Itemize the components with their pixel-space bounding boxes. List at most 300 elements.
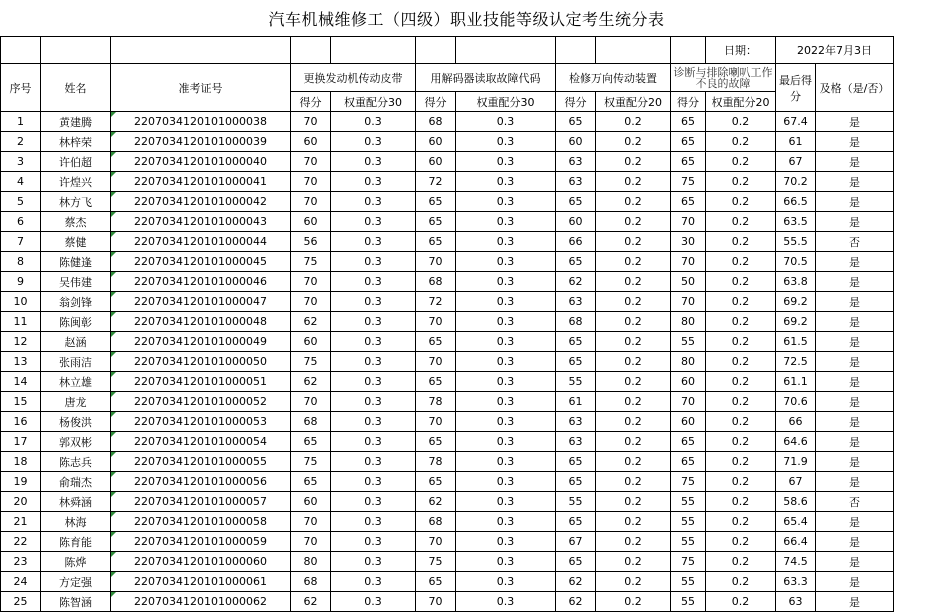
final-score[interactable]: 71.9 [776, 452, 816, 472]
student-name[interactable]: 吴伟建 [41, 272, 111, 292]
weight-task-3[interactable]: 0.2 [596, 432, 671, 452]
student-name[interactable]: 林立雄 [41, 372, 111, 392]
exam-number[interactable]: 2207034120101000045 [111, 252, 291, 272]
row-index[interactable]: 22 [1, 532, 41, 552]
score-task-4[interactable]: 75 [671, 172, 706, 192]
final-score[interactable]: 67 [776, 472, 816, 492]
row-index[interactable]: 2 [1, 132, 41, 152]
score-task-4[interactable]: 75 [671, 552, 706, 572]
weight-task-1[interactable]: 0.3 [331, 172, 416, 192]
weight-task-2[interactable]: 0.3 [456, 252, 556, 272]
score-task-4[interactable]: 70 [671, 392, 706, 412]
score-task-4[interactable]: 65 [671, 432, 706, 452]
row-index[interactable]: 7 [1, 232, 41, 252]
score-task-3[interactable]: 68 [556, 312, 596, 332]
student-name[interactable]: 郭双彬 [41, 432, 111, 452]
score-task-1[interactable]: 60 [291, 132, 331, 152]
weight-task-4[interactable]: 0.2 [706, 192, 776, 212]
score-task-3[interactable]: 65 [556, 252, 596, 272]
pass-status[interactable]: 是 [816, 292, 894, 312]
weight-task-1[interactable]: 0.3 [331, 372, 416, 392]
final-score[interactable]: 70.2 [776, 172, 816, 192]
weight-task-3[interactable]: 0.2 [596, 352, 671, 372]
pass-status[interactable]: 是 [816, 332, 894, 352]
row-index[interactable]: 15 [1, 392, 41, 412]
final-score[interactable]: 72.5 [776, 352, 816, 372]
exam-number[interactable]: 2207034120101000046 [111, 272, 291, 292]
row-index[interactable]: 14 [1, 372, 41, 392]
weight-task-2[interactable]: 0.3 [456, 272, 556, 292]
weight-task-1[interactable]: 0.3 [331, 592, 416, 612]
weight-task-3[interactable]: 0.2 [596, 592, 671, 612]
exam-number[interactable]: 2207034120101000050 [111, 352, 291, 372]
row-index[interactable]: 8 [1, 252, 41, 272]
weight-task-4[interactable]: 0.2 [706, 392, 776, 412]
row-index[interactable]: 18 [1, 452, 41, 472]
exam-number[interactable]: 2207034120101000038 [111, 112, 291, 132]
weight-task-4[interactable]: 0.2 [706, 252, 776, 272]
pass-status[interactable]: 是 [816, 312, 894, 332]
final-score[interactable]: 61 [776, 132, 816, 152]
pass-status[interactable]: 是 [816, 572, 894, 592]
weight-task-3[interactable]: 0.2 [596, 192, 671, 212]
weight-task-4[interactable]: 0.2 [706, 552, 776, 572]
weight-task-3[interactable]: 0.2 [596, 552, 671, 572]
score-task-3[interactable]: 62 [556, 272, 596, 292]
final-score[interactable]: 63.5 [776, 212, 816, 232]
score-task-3[interactable]: 63 [556, 412, 596, 432]
weight-task-4[interactable]: 0.2 [706, 492, 776, 512]
score-task-3[interactable]: 65 [556, 352, 596, 372]
score-task-4[interactable]: 30 [671, 232, 706, 252]
weight-task-3[interactable]: 0.2 [596, 132, 671, 152]
score-task-3[interactable]: 63 [556, 432, 596, 452]
score-task-2[interactable]: 65 [416, 192, 456, 212]
student-name[interactable]: 张雨洁 [41, 352, 111, 372]
weight-task-3[interactable]: 0.2 [596, 292, 671, 312]
final-score[interactable]: 74.5 [776, 552, 816, 572]
weight-task-4[interactable]: 0.2 [706, 292, 776, 312]
final-score[interactable]: 66.5 [776, 192, 816, 212]
student-name[interactable]: 陈烨 [41, 552, 111, 572]
score-task-1[interactable]: 62 [291, 372, 331, 392]
weight-task-2[interactable]: 0.3 [456, 132, 556, 152]
pass-status[interactable]: 是 [816, 172, 894, 192]
pass-status[interactable]: 是 [816, 272, 894, 292]
score-task-1[interactable]: 70 [291, 532, 331, 552]
header-score[interactable]: 得分 [416, 92, 456, 112]
final-score[interactable]: 66 [776, 412, 816, 432]
student-name[interactable]: 许伯超 [41, 152, 111, 172]
student-name[interactable]: 许煌兴 [41, 172, 111, 192]
weight-task-2[interactable]: 0.3 [456, 232, 556, 252]
score-task-1[interactable]: 70 [291, 112, 331, 132]
header-exam-no[interactable]: 准考证号 [111, 64, 291, 112]
student-name[interactable]: 陈志兵 [41, 452, 111, 472]
score-task-1[interactable]: 75 [291, 252, 331, 272]
pass-status[interactable]: 是 [816, 112, 894, 132]
weight-task-1[interactable]: 0.3 [331, 552, 416, 572]
weight-task-3[interactable]: 0.2 [596, 212, 671, 232]
student-name[interactable]: 陈育能 [41, 532, 111, 552]
exam-number[interactable]: 2207034120101000051 [111, 372, 291, 392]
row-index[interactable]: 9 [1, 272, 41, 292]
student-name[interactable]: 林海 [41, 512, 111, 532]
exam-number[interactable]: 2207034120101000043 [111, 212, 291, 232]
row-index[interactable]: 24 [1, 572, 41, 592]
final-score[interactable]: 61.5 [776, 332, 816, 352]
weight-task-3[interactable]: 0.2 [596, 172, 671, 192]
exam-number[interactable]: 2207034120101000041 [111, 172, 291, 192]
score-task-1[interactable]: 68 [291, 412, 331, 432]
score-task-1[interactable]: 80 [291, 552, 331, 572]
header-task-1[interactable]: 更换发动机传动皮带 [291, 64, 416, 92]
final-score[interactable]: 69.2 [776, 312, 816, 332]
weight-task-3[interactable]: 0.2 [596, 112, 671, 132]
exam-number[interactable]: 2207034120101000049 [111, 332, 291, 352]
score-task-1[interactable]: 68 [291, 572, 331, 592]
exam-number[interactable]: 2207034120101000060 [111, 552, 291, 572]
header-weight[interactable]: 权重配分30 [331, 92, 416, 112]
score-task-2[interactable]: 60 [416, 152, 456, 172]
header-weight[interactable]: 权重配分20 [706, 92, 776, 112]
weight-task-1[interactable]: 0.3 [331, 452, 416, 472]
weight-task-1[interactable]: 0.3 [331, 432, 416, 452]
score-task-1[interactable]: 70 [291, 272, 331, 292]
cell[interactable] [291, 37, 331, 64]
header-score[interactable]: 得分 [291, 92, 331, 112]
score-task-4[interactable]: 70 [671, 252, 706, 272]
weight-task-1[interactable]: 0.3 [331, 472, 416, 492]
score-task-2[interactable]: 72 [416, 172, 456, 192]
row-index[interactable]: 13 [1, 352, 41, 372]
score-task-3[interactable]: 60 [556, 132, 596, 152]
score-task-4[interactable]: 65 [671, 112, 706, 132]
score-task-4[interactable]: 55 [671, 532, 706, 552]
weight-task-1[interactable]: 0.3 [331, 572, 416, 592]
header-score[interactable]: 得分 [556, 92, 596, 112]
score-task-3[interactable]: 67 [556, 532, 596, 552]
student-name[interactable]: 陈闽彰 [41, 312, 111, 332]
row-index[interactable]: 20 [1, 492, 41, 512]
score-task-2[interactable]: 68 [416, 512, 456, 532]
cell[interactable] [416, 37, 456, 64]
student-name[interactable]: 唐龙 [41, 392, 111, 412]
student-name[interactable]: 蔡杰 [41, 212, 111, 232]
score-task-1[interactable]: 70 [291, 392, 331, 412]
pass-status[interactable]: 是 [816, 352, 894, 372]
final-score[interactable]: 65.4 [776, 512, 816, 532]
student-name[interactable]: 陈智涵 [41, 592, 111, 612]
weight-task-4[interactable]: 0.2 [706, 592, 776, 612]
weight-task-2[interactable]: 0.3 [456, 332, 556, 352]
header-task-3[interactable]: 检修万向传动装置 [556, 64, 671, 92]
weight-task-2[interactable]: 0.3 [456, 432, 556, 452]
score-task-1[interactable]: 75 [291, 352, 331, 372]
score-task-1[interactable]: 65 [291, 472, 331, 492]
row-index[interactable]: 3 [1, 152, 41, 172]
row-index[interactable]: 19 [1, 472, 41, 492]
pass-status[interactable]: 是 [816, 532, 894, 552]
exam-number[interactable]: 2207034120101000047 [111, 292, 291, 312]
score-task-3[interactable]: 65 [556, 472, 596, 492]
cell[interactable] [456, 37, 556, 64]
weight-task-2[interactable]: 0.3 [456, 472, 556, 492]
student-name[interactable]: 赵涵 [41, 332, 111, 352]
weight-task-3[interactable]: 0.2 [596, 312, 671, 332]
row-index[interactable]: 4 [1, 172, 41, 192]
cell[interactable] [671, 37, 706, 64]
weight-task-1[interactable]: 0.3 [331, 272, 416, 292]
score-task-1[interactable]: 56 [291, 232, 331, 252]
header-task-4[interactable]: 诊断与排除喇叭工作不良的故障 [671, 64, 776, 92]
row-index[interactable]: 1 [1, 112, 41, 132]
score-task-3[interactable]: 63 [556, 152, 596, 172]
score-task-2[interactable]: 65 [416, 372, 456, 392]
score-task-3[interactable]: 65 [556, 512, 596, 532]
weight-task-1[interactable]: 0.3 [331, 212, 416, 232]
score-task-4[interactable]: 55 [671, 332, 706, 352]
weight-task-1[interactable]: 0.3 [331, 152, 416, 172]
pass-status[interactable]: 是 [816, 392, 894, 412]
header-score[interactable]: 得分 [671, 92, 706, 112]
score-task-2[interactable]: 70 [416, 532, 456, 552]
pass-status[interactable]: 是 [816, 252, 894, 272]
weight-task-4[interactable]: 0.2 [706, 132, 776, 152]
score-task-3[interactable]: 61 [556, 392, 596, 412]
weight-task-2[interactable]: 0.3 [456, 172, 556, 192]
final-score[interactable]: 58.6 [776, 492, 816, 512]
weight-task-2[interactable]: 0.3 [456, 292, 556, 312]
weight-task-2[interactable]: 0.3 [456, 312, 556, 332]
pass-status[interactable]: 否 [816, 232, 894, 252]
student-name[interactable]: 俞瑞杰 [41, 472, 111, 492]
pass-status[interactable]: 否 [816, 492, 894, 512]
weight-task-1[interactable]: 0.3 [331, 492, 416, 512]
score-task-4[interactable]: 60 [671, 372, 706, 392]
row-index[interactable]: 10 [1, 292, 41, 312]
score-task-2[interactable]: 65 [416, 212, 456, 232]
weight-task-1[interactable]: 0.3 [331, 112, 416, 132]
score-task-4[interactable]: 65 [671, 192, 706, 212]
weight-task-3[interactable]: 0.2 [596, 232, 671, 252]
weight-task-3[interactable]: 0.2 [596, 332, 671, 352]
student-name[interactable]: 林方飞 [41, 192, 111, 212]
weight-task-3[interactable]: 0.2 [596, 532, 671, 552]
score-task-2[interactable]: 78 [416, 392, 456, 412]
exam-number[interactable]: 2207034120101000048 [111, 312, 291, 332]
weight-task-1[interactable]: 0.3 [331, 512, 416, 532]
score-task-2[interactable]: 65 [416, 332, 456, 352]
score-task-3[interactable]: 65 [556, 552, 596, 572]
pass-status[interactable]: 是 [816, 512, 894, 532]
header-seq[interactable]: 序号 [1, 64, 41, 112]
score-task-2[interactable]: 65 [416, 432, 456, 452]
cell[interactable] [556, 37, 596, 64]
row-index[interactable]: 16 [1, 412, 41, 432]
weight-task-4[interactable]: 0.2 [706, 232, 776, 252]
pass-status[interactable]: 是 [816, 552, 894, 572]
score-task-1[interactable]: 70 [291, 172, 331, 192]
pass-status[interactable]: 是 [816, 592, 894, 612]
exam-number[interactable]: 2207034120101000056 [111, 472, 291, 492]
score-task-4[interactable]: 60 [671, 412, 706, 432]
weight-task-1[interactable]: 0.3 [331, 352, 416, 372]
score-task-4[interactable]: 70 [671, 212, 706, 232]
final-score[interactable]: 63 [776, 592, 816, 612]
weight-task-1[interactable]: 0.3 [331, 412, 416, 432]
weight-task-2[interactable]: 0.3 [456, 572, 556, 592]
date-value[interactable]: 2022年7月3日 [776, 37, 894, 64]
score-task-4[interactable]: 55 [671, 592, 706, 612]
weight-task-3[interactable]: 0.2 [596, 472, 671, 492]
student-name[interactable]: 陈健逢 [41, 252, 111, 272]
exam-number[interactable]: 2207034120101000040 [111, 152, 291, 172]
final-score[interactable]: 63.3 [776, 572, 816, 592]
row-index[interactable]: 23 [1, 552, 41, 572]
final-score[interactable]: 64.6 [776, 432, 816, 452]
weight-task-2[interactable]: 0.3 [456, 512, 556, 532]
row-index[interactable]: 6 [1, 212, 41, 232]
score-task-2[interactable]: 75 [416, 552, 456, 572]
score-task-4[interactable]: 65 [671, 452, 706, 472]
score-task-2[interactable]: 70 [416, 592, 456, 612]
pass-status[interactable]: 是 [816, 192, 894, 212]
weight-task-1[interactable]: 0.3 [331, 532, 416, 552]
row-index[interactable]: 12 [1, 332, 41, 352]
pass-status[interactable]: 是 [816, 412, 894, 432]
date-label[interactable]: 日期： [706, 37, 776, 64]
cell[interactable] [1, 37, 41, 64]
final-score[interactable]: 66.4 [776, 532, 816, 552]
row-index[interactable]: 5 [1, 192, 41, 212]
header-task-2[interactable]: 用解码器读取故障代码 [416, 64, 556, 92]
exam-number[interactable]: 2207034120101000039 [111, 132, 291, 152]
score-task-4[interactable]: 75 [671, 472, 706, 492]
exam-number[interactable]: 2207034120101000055 [111, 452, 291, 472]
pass-status[interactable]: 是 [816, 132, 894, 152]
score-task-3[interactable]: 65 [556, 112, 596, 132]
score-task-1[interactable]: 70 [291, 512, 331, 532]
exam-number[interactable]: 2207034120101000054 [111, 432, 291, 452]
score-task-3[interactable]: 63 [556, 172, 596, 192]
score-task-1[interactable]: 62 [291, 312, 331, 332]
row-index[interactable]: 11 [1, 312, 41, 332]
score-task-3[interactable]: 66 [556, 232, 596, 252]
header-weight[interactable]: 权重配分20 [596, 92, 671, 112]
weight-task-4[interactable]: 0.2 [706, 212, 776, 232]
score-task-4[interactable]: 65 [671, 152, 706, 172]
final-score[interactable]: 70.6 [776, 392, 816, 412]
student-name[interactable]: 方定强 [41, 572, 111, 592]
score-task-2[interactable]: 70 [416, 312, 456, 332]
weight-task-1[interactable]: 0.3 [331, 392, 416, 412]
cell[interactable] [41, 37, 111, 64]
exam-number[interactable]: 2207034120101000058 [111, 512, 291, 532]
header-name[interactable]: 姓名 [41, 64, 111, 112]
weight-task-2[interactable]: 0.3 [456, 152, 556, 172]
score-task-4[interactable]: 65 [671, 132, 706, 152]
weight-task-2[interactable]: 0.3 [456, 352, 556, 372]
weight-task-2[interactable]: 0.3 [456, 532, 556, 552]
exam-number[interactable]: 2207034120101000042 [111, 192, 291, 212]
score-task-1[interactable]: 60 [291, 212, 331, 232]
weight-task-4[interactable]: 0.2 [706, 172, 776, 192]
score-task-2[interactable]: 70 [416, 352, 456, 372]
score-task-2[interactable]: 62 [416, 492, 456, 512]
final-score[interactable]: 67.4 [776, 112, 816, 132]
weight-task-1[interactable]: 0.3 [331, 312, 416, 332]
score-task-4[interactable]: 80 [671, 312, 706, 332]
weight-task-3[interactable]: 0.2 [596, 492, 671, 512]
score-task-4[interactable]: 80 [671, 352, 706, 372]
score-task-1[interactable]: 62 [291, 592, 331, 612]
row-index[interactable]: 25 [1, 592, 41, 612]
weight-task-4[interactable]: 0.2 [706, 412, 776, 432]
weight-task-4[interactable]: 0.2 [706, 372, 776, 392]
weight-task-1[interactable]: 0.3 [331, 252, 416, 272]
student-name[interactable]: 蔡健 [41, 232, 111, 252]
score-task-4[interactable]: 70 [671, 292, 706, 312]
final-score[interactable]: 63.8 [776, 272, 816, 292]
header-final[interactable]: 最后得分 [776, 64, 816, 112]
weight-task-2[interactable]: 0.3 [456, 412, 556, 432]
weight-task-3[interactable]: 0.2 [596, 572, 671, 592]
weight-task-4[interactable]: 0.2 [706, 472, 776, 492]
exam-number[interactable]: 2207034120101000057 [111, 492, 291, 512]
exam-number[interactable]: 2207034120101000044 [111, 232, 291, 252]
weight-task-1[interactable]: 0.3 [331, 292, 416, 312]
score-task-3[interactable]: 60 [556, 212, 596, 232]
pass-status[interactable]: 是 [816, 472, 894, 492]
weight-task-2[interactable]: 0.3 [456, 112, 556, 132]
weight-task-3[interactable]: 0.2 [596, 372, 671, 392]
score-task-3[interactable]: 65 [556, 332, 596, 352]
score-task-2[interactable]: 70 [416, 412, 456, 432]
pass-status[interactable]: 是 [816, 152, 894, 172]
final-score[interactable]: 67 [776, 152, 816, 172]
cell[interactable] [331, 37, 416, 64]
weight-task-4[interactable]: 0.2 [706, 452, 776, 472]
pass-status[interactable]: 是 [816, 432, 894, 452]
header-weight[interactable]: 权重配分30 [456, 92, 556, 112]
exam-number[interactable]: 2207034120101000059 [111, 532, 291, 552]
score-task-2[interactable]: 72 [416, 292, 456, 312]
weight-task-1[interactable]: 0.3 [331, 132, 416, 152]
weight-task-3[interactable]: 0.2 [596, 452, 671, 472]
weight-task-1[interactable]: 0.3 [331, 232, 416, 252]
weight-task-3[interactable]: 0.2 [596, 272, 671, 292]
cell[interactable] [111, 37, 291, 64]
weight-task-3[interactable]: 0.2 [596, 412, 671, 432]
pass-status[interactable]: 是 [816, 372, 894, 392]
final-score[interactable]: 69.2 [776, 292, 816, 312]
score-task-3[interactable]: 65 [556, 192, 596, 212]
weight-task-2[interactable]: 0.3 [456, 392, 556, 412]
weight-task-4[interactable]: 0.2 [706, 152, 776, 172]
score-task-1[interactable]: 75 [291, 452, 331, 472]
score-task-1[interactable]: 60 [291, 492, 331, 512]
weight-task-4[interactable]: 0.2 [706, 512, 776, 532]
final-score[interactable]: 55.5 [776, 232, 816, 252]
score-task-1[interactable]: 60 [291, 332, 331, 352]
score-task-1[interactable]: 70 [291, 192, 331, 212]
score-task-2[interactable]: 65 [416, 472, 456, 492]
weight-task-3[interactable]: 0.2 [596, 392, 671, 412]
pass-status[interactable]: 是 [816, 452, 894, 472]
score-task-2[interactable]: 68 [416, 272, 456, 292]
student-name[interactable]: 林舜涵 [41, 492, 111, 512]
